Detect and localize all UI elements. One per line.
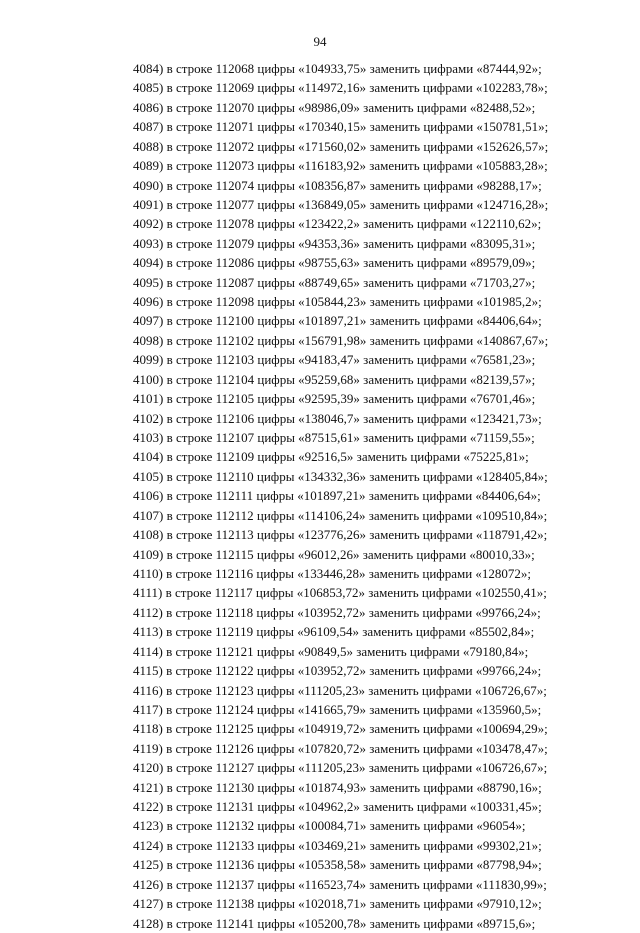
amendment-line: 4086) в строке 112070 цифры «98986,09» заменить цифрами «82488,52»; bbox=[133, 99, 536, 115]
amendment-line: 4112) в строке 112118 цифры «103952,72» заменить цифрами «99766,24»; bbox=[133, 604, 541, 620]
amendment-line: 4100) в строке 112104 цифры «95259,68» заменить цифрами «82139,57»; bbox=[133, 371, 536, 387]
amendment-line: 4120) в строке 112127 цифры «111205,23» заменить цифрами «106726,67»; bbox=[133, 760, 548, 776]
amendment-line: 4118) в строке 112125 цифры «104919,72» заменить цифрами «100694,29»; bbox=[133, 721, 548, 737]
amendment-line: 4107) в строке 112112 цифры «114106,24» заменить цифрами «109510,84»; bbox=[133, 507, 548, 523]
amendment-line: 4113) в строке 112119 цифры «96109,54» заменить цифрами «85502,84»; bbox=[133, 624, 535, 640]
amendment-line: 4127) в строке 112138 цифры «102018,71» заменить цифрами «97910,12»; bbox=[133, 896, 542, 912]
amendment-line: 4103) в строке 112107 цифры «87515,61» заменить цифрами «71159,55»; bbox=[133, 430, 535, 446]
amendment-line: 4109) в строке 112115 цифры «96012,26» заменить цифрами «80010,33»; bbox=[133, 546, 535, 562]
amendment-line: 4091) в строке 112077 цифры «136849,05» заменить цифрами «124716,28»; bbox=[133, 196, 549, 212]
amendment-line: 4098) в строке 112102 цифры «156791,98» заменить цифрами «140867,67»; bbox=[133, 332, 549, 348]
amendment-line: 4093) в строке 112079 цифры «94353,36» заменить цифрами «83095,31»; bbox=[133, 235, 536, 251]
amendment-line: 4115) в строке 112122 цифры «103952,72» заменить цифрами «99766,24»; bbox=[133, 663, 542, 679]
amendment-line: 4125) в строке 112136 цифры «105358,58» заменить цифрами «87798,94»; bbox=[133, 857, 542, 873]
amendment-line: 4092) в строке 112078 цифры «123422,2» заменить цифрами «122110,62»; bbox=[133, 216, 542, 232]
amendment-line: 4124) в строке 112133 цифры «103469,21» заменить цифрами «99302,21»; bbox=[133, 837, 542, 853]
amendment-line: 4128) в строке 112141 цифры «105200,78» заменить цифрами «89715,6»; bbox=[133, 915, 536, 931]
amendment-line: 4104) в строке 112109 цифры «92516,5» заменить цифрами «75225,81»; bbox=[133, 449, 529, 465]
amendment-line: 4101) в строке 112105 цифры «92595,39» заменить цифрами «76701,46»; bbox=[133, 391, 536, 407]
amendment-line: 4119) в строке 112126 цифры «107820,72» заменить цифрами «103478,47»; bbox=[133, 740, 548, 756]
amendment-line: 4105) в строке 112110 цифры «134332,36» заменить цифрами «128405,84»; bbox=[133, 468, 548, 484]
amendment-line: 4116) в строке 112123 цифры «111205,23» заменить цифрами «106726,67»; bbox=[133, 682, 547, 698]
amendment-line: 4126) в строке 112137 цифры «116523,74» заменить цифрами «111830,99»; bbox=[133, 876, 547, 892]
amendment-line: 4096) в строке 112098 цифры «105844,23» заменить цифрами «101985,2»; bbox=[133, 294, 542, 310]
amendment-line: 4087) в строке 112071 цифры «170340,15» заменить цифрами «150781,51»; bbox=[133, 119, 549, 135]
page-number: 94 bbox=[313, 34, 327, 49]
amendment-line: 4088) в строке 112072 цифры «171560,02» заменить цифрами «152626,57»; bbox=[133, 138, 549, 154]
amendment-line: 4110) в строке 112116 цифры «133446,28» заменить цифрами «128072»; bbox=[133, 565, 532, 581]
amendment-line: 4085) в строке 112069 цифры «114972,16» заменить цифрами «102283,78»; bbox=[133, 80, 548, 96]
amendment-line: 4106) в строке 112111 цифры «101897,21» заменить цифрами «84406,64»; bbox=[133, 488, 541, 504]
amendment-line: 4084) в строке 112068 цифры «104933,75» заменить цифрами «87444,92»; bbox=[133, 61, 542, 76]
amendment-line: 4122) в строке 112131 цифры «104962,2» заменить цифрами «100331,45»; bbox=[133, 799, 542, 815]
amendment-line: 4117) в строке 112124 цифры «141665,79» заменить цифрами «135960,5»; bbox=[133, 701, 542, 717]
amendment-line: 4095) в строке 112087 цифры «88749,65» заменить цифрами «71703,27»; bbox=[133, 274, 536, 290]
amendment-list bbox=[133, 59, 613, 933]
amendment-line: 4097) в строке 112100 цифры «101897,21» заменить цифрами «84406,64»; bbox=[133, 313, 542, 329]
amendment-line: 4094) в строке 112086 цифры «98755,63» заменить цифрами «89579,09»; bbox=[133, 255, 536, 271]
amendment-line: 4099) в строке 112103 цифры «94183,47» заменить цифрами «76581,23»; bbox=[133, 352, 536, 368]
amendment-line: 4114) в строке 112121 цифры «90849,5» заменить цифрами «79180,84»; bbox=[133, 643, 529, 659]
amendment-line: 4123) в строке 112132 цифры «100084,71» заменить цифрами «96054»; bbox=[133, 818, 526, 834]
amendment-line: 4090) в строке 112074 цифры «108356,87» заменить цифрами «98288,17»; bbox=[133, 177, 542, 193]
amendment-line: 4089) в строке 112073 цифры «116183,92» заменить цифрами «105883,28»; bbox=[133, 158, 548, 174]
amendment-line: 4108) в строке 112113 цифры «123776,26» заменить цифрами «118791,42»; bbox=[133, 527, 548, 543]
amendment-line: 4102) в строке 112106 цифры «138046,7» заменить цифрами «123421,73»; bbox=[133, 410, 542, 426]
amendment-line: 4121) в строке 112130 цифры «101874,93» заменить цифрами «88790,16»; bbox=[133, 779, 542, 795]
amendment-line: 4111) в строке 112117 цифры «106853,72» заменить цифрами «102550,41»; bbox=[133, 585, 547, 601]
